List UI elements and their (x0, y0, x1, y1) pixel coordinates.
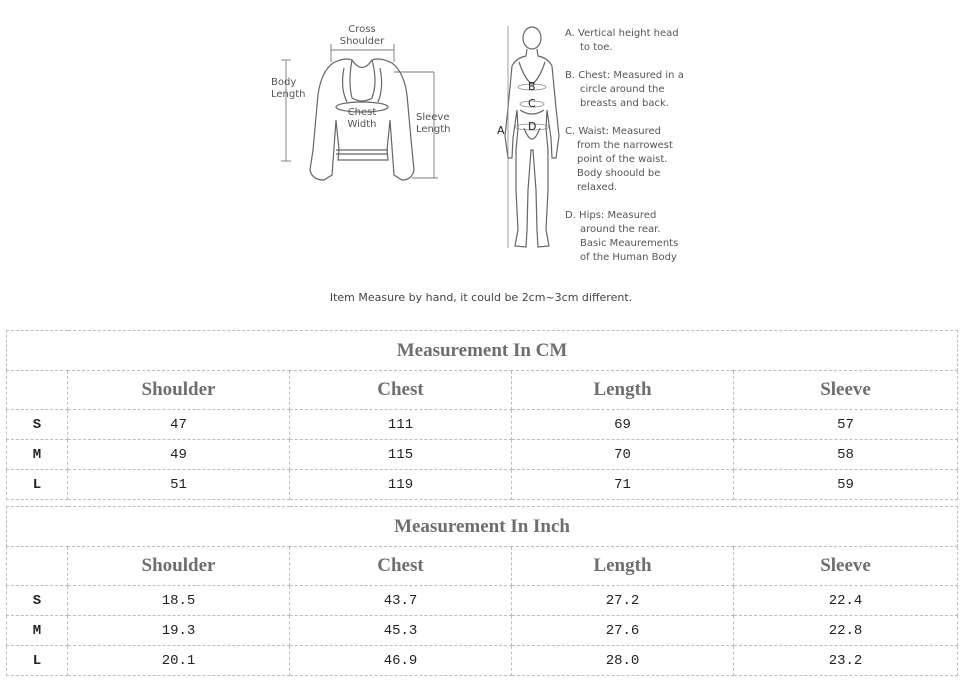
column-header: Sleeve (734, 371, 958, 410)
legend-item-a: A. Vertical height head to toe. (565, 28, 679, 53)
column-header: Chest (290, 371, 512, 410)
value-cell: 45.3 (290, 616, 512, 646)
value-cell: 22.8 (734, 616, 958, 646)
table-title: Measurement In Inch (7, 507, 958, 547)
table-row (7, 470, 958, 500)
value-cell: 27.6 (512, 616, 734, 646)
value-cell: 49 (68, 440, 290, 470)
size-cell: S (7, 410, 68, 440)
body-length-label: Body Length (271, 77, 306, 100)
value-cell: 18.5 (68, 586, 290, 616)
chest-width-label: Chest Width (347, 107, 377, 130)
column-header: Length (512, 547, 734, 586)
size-cell: M (7, 616, 68, 646)
measure-note: Item Measure by hand, it could be 2cm~3cm different. (329, 291, 633, 304)
value-cell: 27.2 (512, 586, 734, 616)
value-cell: 111 (290, 410, 512, 440)
table-row (7, 440, 958, 470)
value-cell: 28.0 (512, 646, 734, 676)
value-cell: 71 (512, 470, 734, 500)
value-cell: 69 (512, 410, 734, 440)
size-cell: L (7, 470, 68, 500)
size-table-inch (6, 506, 958, 676)
measurement-diagram (0, 0, 962, 330)
letter-d: D (528, 120, 537, 133)
value-cell: 119 (290, 470, 512, 500)
letter-c: C (528, 97, 536, 110)
value-cell: 59 (734, 470, 958, 500)
column-header: Length (512, 371, 734, 410)
legend-item-d: D. Hips: Measured around the rear. Basic Meaurements of the Human Body (565, 210, 679, 263)
size-header-cell (7, 371, 68, 410)
column-header: Shoulder (68, 371, 290, 410)
size-cell: L (7, 646, 68, 676)
value-cell: 43.7 (290, 586, 512, 616)
value-cell: 20.1 (68, 646, 290, 676)
table-header-row (7, 371, 958, 410)
value-cell: 51 (68, 470, 290, 500)
value-cell: 58 (734, 440, 958, 470)
table-row (7, 410, 958, 440)
value-cell: 19.3 (68, 616, 290, 646)
legend-item-c: C. Waist: Measured from the narrowest point of the waist. Body shoould be relaxed. (565, 126, 673, 193)
value-cell: 46.9 (290, 646, 512, 676)
value-cell: 22.4 (734, 586, 958, 616)
size-cell: S (7, 586, 68, 616)
size-table-cm (6, 330, 958, 500)
table-row (7, 616, 958, 646)
size-cell: M (7, 440, 68, 470)
column-header: Shoulder (68, 547, 290, 586)
diagram-drawing (0, 0, 962, 300)
human-body-outline (505, 27, 559, 247)
cross-shoulder-label: Cross Shoulder (339, 24, 385, 47)
value-cell: 70 (512, 440, 734, 470)
value-cell: 47 (68, 410, 290, 440)
legend-item-b: B. Chest: Measured in a circle around the breasts and back. (565, 70, 684, 109)
value-cell: 23.2 (734, 646, 958, 676)
value-cell: 115 (290, 440, 512, 470)
letter-b: B (528, 80, 536, 93)
table-row (7, 646, 958, 676)
column-header: Sleeve (734, 547, 958, 586)
sleeve-length-label: Sleeve Length (416, 112, 451, 135)
letter-a: A (497, 124, 505, 137)
table-row (7, 586, 958, 616)
table-header-row (7, 547, 958, 586)
column-header: Chest (290, 547, 512, 586)
value-cell: 57 (734, 410, 958, 440)
table-title: Measurement In CM (7, 331, 958, 371)
size-header-cell (7, 547, 68, 586)
